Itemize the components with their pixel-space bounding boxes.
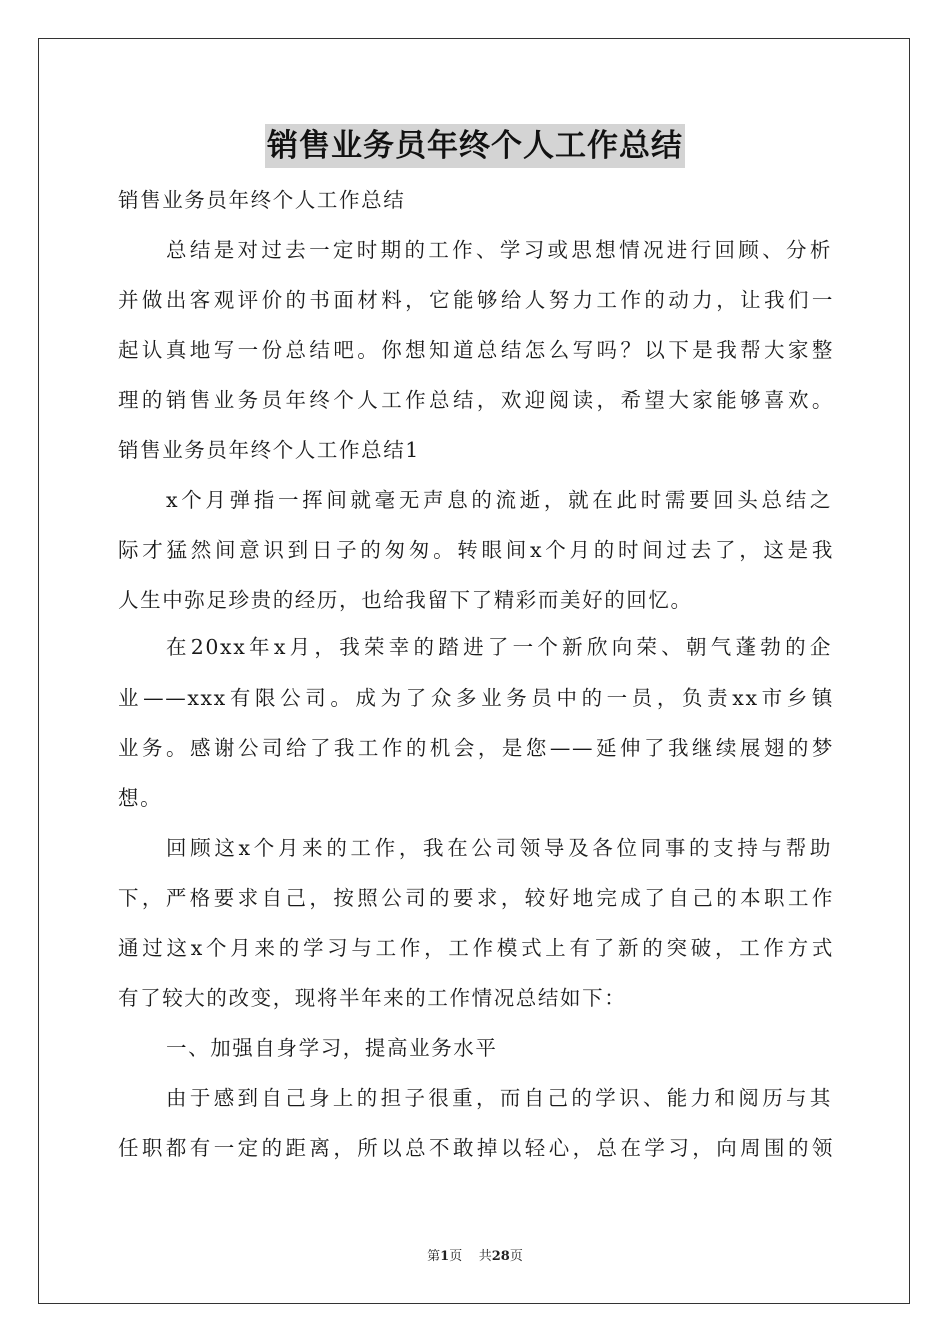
- paragraph-line: 总结是对过去一定时期的工作、学习或思想情况进行回顾、分析: [166, 238, 832, 262]
- paragraph-line: 有了较大的改变，现将半年来的工作情况总结如下：: [118, 986, 627, 1010]
- page-label-suffix: 页: [449, 1249, 463, 1264]
- document-subtitle: 销售业务员年终个人工作总结: [118, 188, 406, 212]
- page-footer: [0, 1245, 950, 1264]
- paragraph-line: 在20xx年x月，我荣幸的踏进了一个新欣向荣、朝气蓬勃的企: [166, 635, 832, 659]
- paragraph-line: 回顾这x个月来的工作，我在公司领导及各位同事的支持与帮助: [166, 836, 832, 860]
- total-label-prefix: 共: [478, 1249, 492, 1264]
- paragraph-line: 想。: [118, 786, 163, 810]
- section-heading: 销售业务员年终个人工作总结1: [118, 438, 420, 462]
- paragraph-line: 并做出客观评价的书面材料，它能够给人努力工作的动力，让我们一: [118, 288, 834, 312]
- document-title: 销售业务员年终个人工作总结: [265, 124, 685, 168]
- total-label-suffix: 页: [509, 1249, 523, 1264]
- paragraph-line: 任职都有一定的距离，所以总不敢掉以轻心，总在学习，向周围的领: [118, 1136, 834, 1160]
- paragraph-line: x个月弹指一挥间就毫无声息的流逝，就在此时需要回头总结之: [166, 488, 832, 512]
- paragraph-line: 通过这x个月来的学习与工作，工作模式上有了新的突破，工作方式: [118, 936, 834, 960]
- paragraph-line: 理的销售业务员年终个人工作总结，欢迎阅读，希望大家能够喜欢。: [118, 388, 834, 412]
- total-pages: 28: [491, 1249, 510, 1264]
- paragraph-line: 业——xxx有限公司。成为了众多业务员中的一员，负责xx市乡镇: [118, 686, 834, 710]
- page-border: [38, 38, 910, 1304]
- title-container: [0, 124, 950, 168]
- paragraph-line: 业务。感谢公司给了我工作的机会，是您——延伸了我继续展翅的梦: [118, 736, 834, 760]
- paragraph-line: 起认真地写一份总结吧。你想知道总结怎么写吗？以下是我帮大家整: [118, 338, 834, 362]
- paragraph-line: 际才猛然间意识到日子的匆匆。转眼间x个月的时间过去了，这是我: [118, 538, 834, 562]
- paragraph-line: 下，严格要求自己，按照公司的要求，较好地完成了自己的本职工作: [118, 886, 834, 910]
- page-label-prefix: 第: [427, 1249, 441, 1264]
- paragraph-line: 人生中弥足珍贵的经历，也给我留下了精彩而美好的回忆。: [118, 588, 693, 612]
- section-subheading: 一、加强自身学习，提高业务水平: [166, 1036, 498, 1060]
- page-number: 1: [440, 1249, 450, 1264]
- paragraph-line: 由于感到自己身上的担子很重，而自己的学识、能力和阅历与其: [166, 1086, 832, 1110]
